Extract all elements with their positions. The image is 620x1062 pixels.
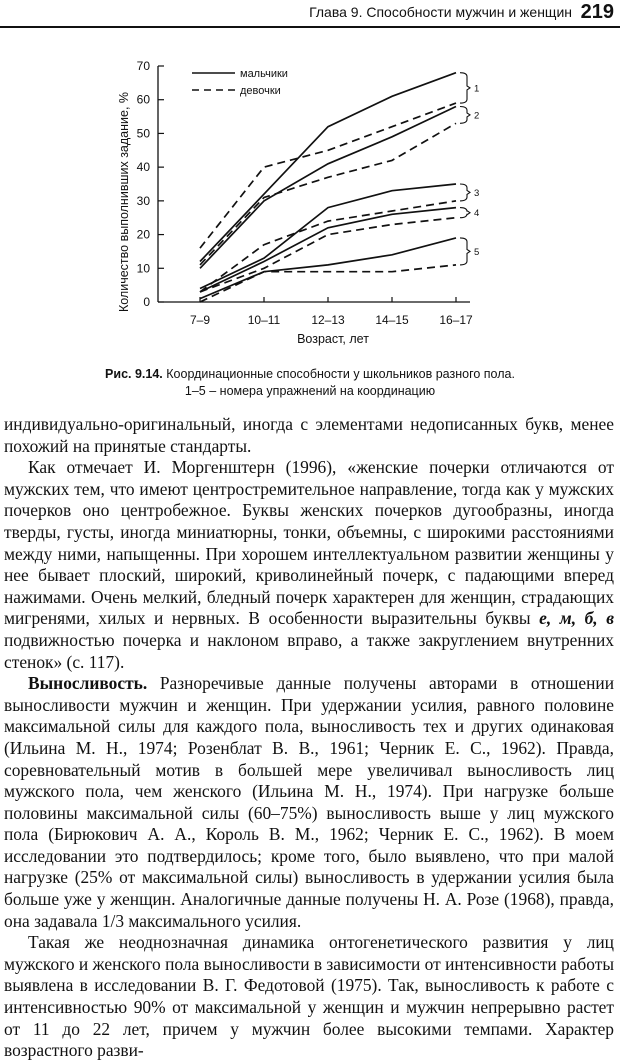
legend-label-girls: девочки — [240, 85, 281, 97]
series-lines — [200, 73, 456, 302]
brace-1 — [460, 73, 470, 103]
y-tick-label: 70 — [136, 59, 150, 73]
x-tick-label: 7–9 — [189, 313, 211, 327]
x-tick-label: 10–11 — [247, 313, 281, 327]
legend — [192, 68, 288, 97]
y-tick-label: 40 — [136, 160, 150, 175]
letters-emphasis: е, м, б, в — [539, 608, 614, 629]
y-axis-label: Количество выполнивших задание, % — [117, 91, 131, 313]
x-tick-label: 16–17 — [439, 313, 473, 327]
paragraph-4: Такая же неоднозначная динамика онтогенетического развития у лиц мужского и женского пола выносливости в зависимости от интенсивности работы выявлена в исследовании В. Г. Федотовой (1975). Так, выносливость к работе с интенсивностью 90% от максимальной у женщин и мужчин непрерывно растет от 11 до 22 лет, причем у мужчин более высокими темпами. Характер возрастного разви- — [4, 932, 614, 1061]
legend-label-boys: мальчики — [240, 68, 288, 80]
group-label-1: 1 — [474, 83, 480, 95]
page-number: 219 — [580, 1, 614, 23]
y-tick-label: 30 — [136, 193, 150, 208]
paragraph-2-text-a: Как отмечает И. Моргенштерн (1996), «женские почерки отличаются от мужских тем, что имеют центростремительное направление, тогда как у мужских почерков оно центробежное. Буквы женских почерков дугообразны, иногда тверды, густы, иногда миниатюрны, тонки, объемны, с широкими расстояниями между ними, напыщенны. При хорошем интеллектуальном развитии женщины у нее бывает плоский, широкий, криволинейный почерк, с падающими вперед нажимами. Очень мелкий, бледный почерк характерен для женщин, страдающих мигренями, хилых и нервных. В особенности выразительны буквы — [4, 457, 614, 629]
y-tick-label: 50 — [136, 126, 150, 141]
series-line-girls-2 — [200, 123, 456, 265]
paragraph-3 — [4, 673, 614, 932]
brace-5 — [460, 238, 470, 265]
figure-caption — [0, 366, 620, 400]
y-tick-label: 0 — [143, 295, 150, 309]
group-label-3: 3 — [474, 187, 480, 199]
term-endurance: Выносливость. — [28, 673, 148, 694]
paragraph-1: индивидуально-оригинальный, иногда с элементами недописанных букв, менее похожий на принятые стандарты. — [4, 414, 614, 456]
x-tick-label: 14–15 — [375, 313, 409, 327]
caption-line-2: 1–5 – номера упражнений на координацию — [184, 384, 436, 398]
paragraph-3-text: Разноречивые данные получены авторами в отношении выносливости мужчин и женщин. При удержании усилия, равного половине максимальной силы для каждого пола, выносливость тех и других одинаковая (Ильина М. Н., 1974; Розенблат В. В., 1961; Черник Е. С., 1962). Правда, соревновательный мотив в большей мере увеличивал выносливость лиц мужского пола, чем женского (Ильина М. Н., 1974). При нагрузке больше половины максимальной силы (60–75%) выносливость выше у лиц мужского пола (Бирюкович А. А., Король В. М., 1962; Черник Е. С., 1962). В моем исследовании это подтвердилось; кроме того, было выявлено, что при малой нагрузке (25% от максимальной силы) выносливость в удержании усилия была больше уже у женщин. Аналогичные данные получены Н. А. Розе (1968), правда, она задавала 1/3 максимального усилия. — [4, 673, 614, 931]
group-label-4: 4 — [474, 208, 480, 220]
group-label-2: 2 — [474, 110, 480, 122]
x-tick-label: 12–13 — [311, 313, 345, 327]
brace-4 — [460, 208, 470, 218]
y-tick-label: 20 — [136, 227, 150, 242]
coordination-chart — [0, 30, 620, 370]
group-braces — [460, 73, 479, 265]
running-header — [0, 0, 620, 28]
caption-line-1: Координационные способности у школьников разного пола. — [166, 367, 515, 381]
paragraph-2 — [4, 457, 614, 673]
x-axis-label: Возраст, лет — [297, 332, 369, 346]
y-tick-label: 60 — [136, 92, 150, 107]
brace-3 — [460, 184, 470, 201]
chapter-title: Глава 9. Способности мужчин и женщин — [309, 4, 572, 20]
y-tick-label: 10 — [136, 261, 150, 276]
y-ticks — [137, 59, 164, 309]
series-line-boys-1 — [200, 73, 456, 262]
group-label-5: 5 — [474, 246, 480, 258]
figure-number: Рис. 9.14. — [105, 367, 163, 381]
paragraph-2-text-b: подвижностью почерка и наклоном вправо, а также закруглением внутренних стенок» (с. 117). — [4, 629, 614, 672]
brace-2 — [460, 107, 470, 124]
